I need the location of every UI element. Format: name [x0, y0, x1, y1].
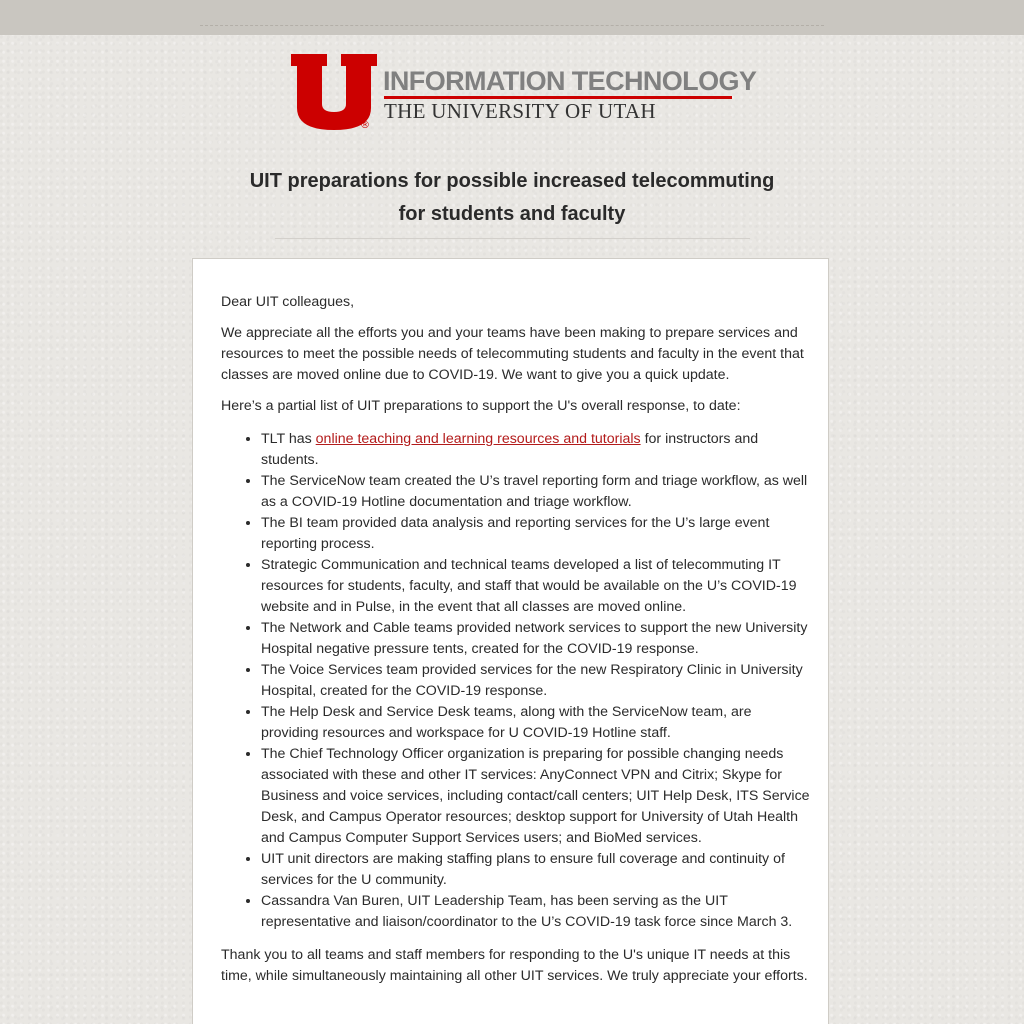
top-bar-divider: [200, 25, 824, 26]
closing-paragraph: Thank you to all teams and staff members for responding to the U's unique IT needs at this time, while simultaneously maintaining all other UIT services. We truly appreciate your efforts.: [221, 947, 808, 984]
email-card: [192, 258, 829, 1024]
uit-logo[interactable]: [291, 54, 757, 134]
list-item-text: for instructors and students.: [261, 431, 759, 468]
list-item: • The BI team provided data analysis and reporting services for the U’s large event reporting process.: [261, 513, 811, 555]
email-body: [221, 292, 811, 997]
headline-line-2: for students and faculty: [398, 203, 626, 225]
greeting: Dear UIT colleagues,: [221, 294, 355, 310]
email-headline: [212, 165, 812, 231]
list-item: • The Help Desk and Service Desk teams, along with the ServiceNow team, are providing resources and workspace for U COVID-19 Hotline staff.: [261, 702, 811, 744]
headline-line-1: UIT preparations for possible increased telecommuting: [249, 170, 775, 192]
list-item: • UIT unit directors are making staffing plans to ensure full coverage and continuity of services for the U community.: [261, 849, 811, 891]
top-bar: [0, 0, 1024, 35]
headline-divider: [275, 238, 750, 239]
list-item: • The ServiceNow team created the U’s travel reporting form and triage workflow, as well as a COVID-19 Hotline documentation and triage workflow.: [261, 471, 811, 513]
logo-wordmark-secondary: THE UNIVERSITY OF UTAH: [384, 99, 656, 123]
list-item: [261, 429, 811, 471]
list-item-text: TLT has: [261, 431, 316, 447]
registered-mark: ®: [360, 120, 370, 131]
list-item: • The Voice Services team provided services for the new Respiratory Clinic in University Hospital, created for the COVID-19 response.: [261, 660, 811, 702]
preparations-list: [221, 429, 811, 933]
list-item: • Strategic Communication and technical teams developed a list of telecommuting IT resources for students, faculty, and staff that would be available on the U’s COVID-19 website and in Pulse, in the event that all classes are moved online.: [261, 555, 811, 618]
tlt-resources-link[interactable]: online teaching and learning resources and tutorials: [315, 431, 641, 447]
list-item: • The Chief Technology Officer organization is preparing for possible changing needs associated with these and other IT services: AnyConnect VPN and Citrix; Skype for Business and voice services, including contact/call centers; UIT Help Desk, ITS Service Desk, and Campus Operator resources; desktop support for University of Utah Health and Campus Computer Support Services users; and BioMed services.: [261, 744, 811, 849]
logo-wordmark-primary: INFORMATION TECHNOLOGY: [383, 66, 757, 96]
list-item: • Cassandra Van Buren, UIT Leadership Team, has been serving as the UIT representative and liaison/coordinator to the U’s COVID-19 task force since March 3.: [261, 891, 811, 933]
list-item: • The Network and Cable teams provided network services to support the new University Hospital negative pressure tents, created for the COVID-19 response.: [261, 618, 811, 660]
intro-paragraph: We appreciate all the efforts you and your teams have been making to prepare services and resources to meet the possible needs of telecommuting students and faculty in the event that classes are moved online due to COVID-19. We want to give you a quick update.: [221, 325, 804, 383]
list-intro: Here’s a partial list of UIT preparations to support the U's overall response, to date:: [221, 398, 741, 414]
